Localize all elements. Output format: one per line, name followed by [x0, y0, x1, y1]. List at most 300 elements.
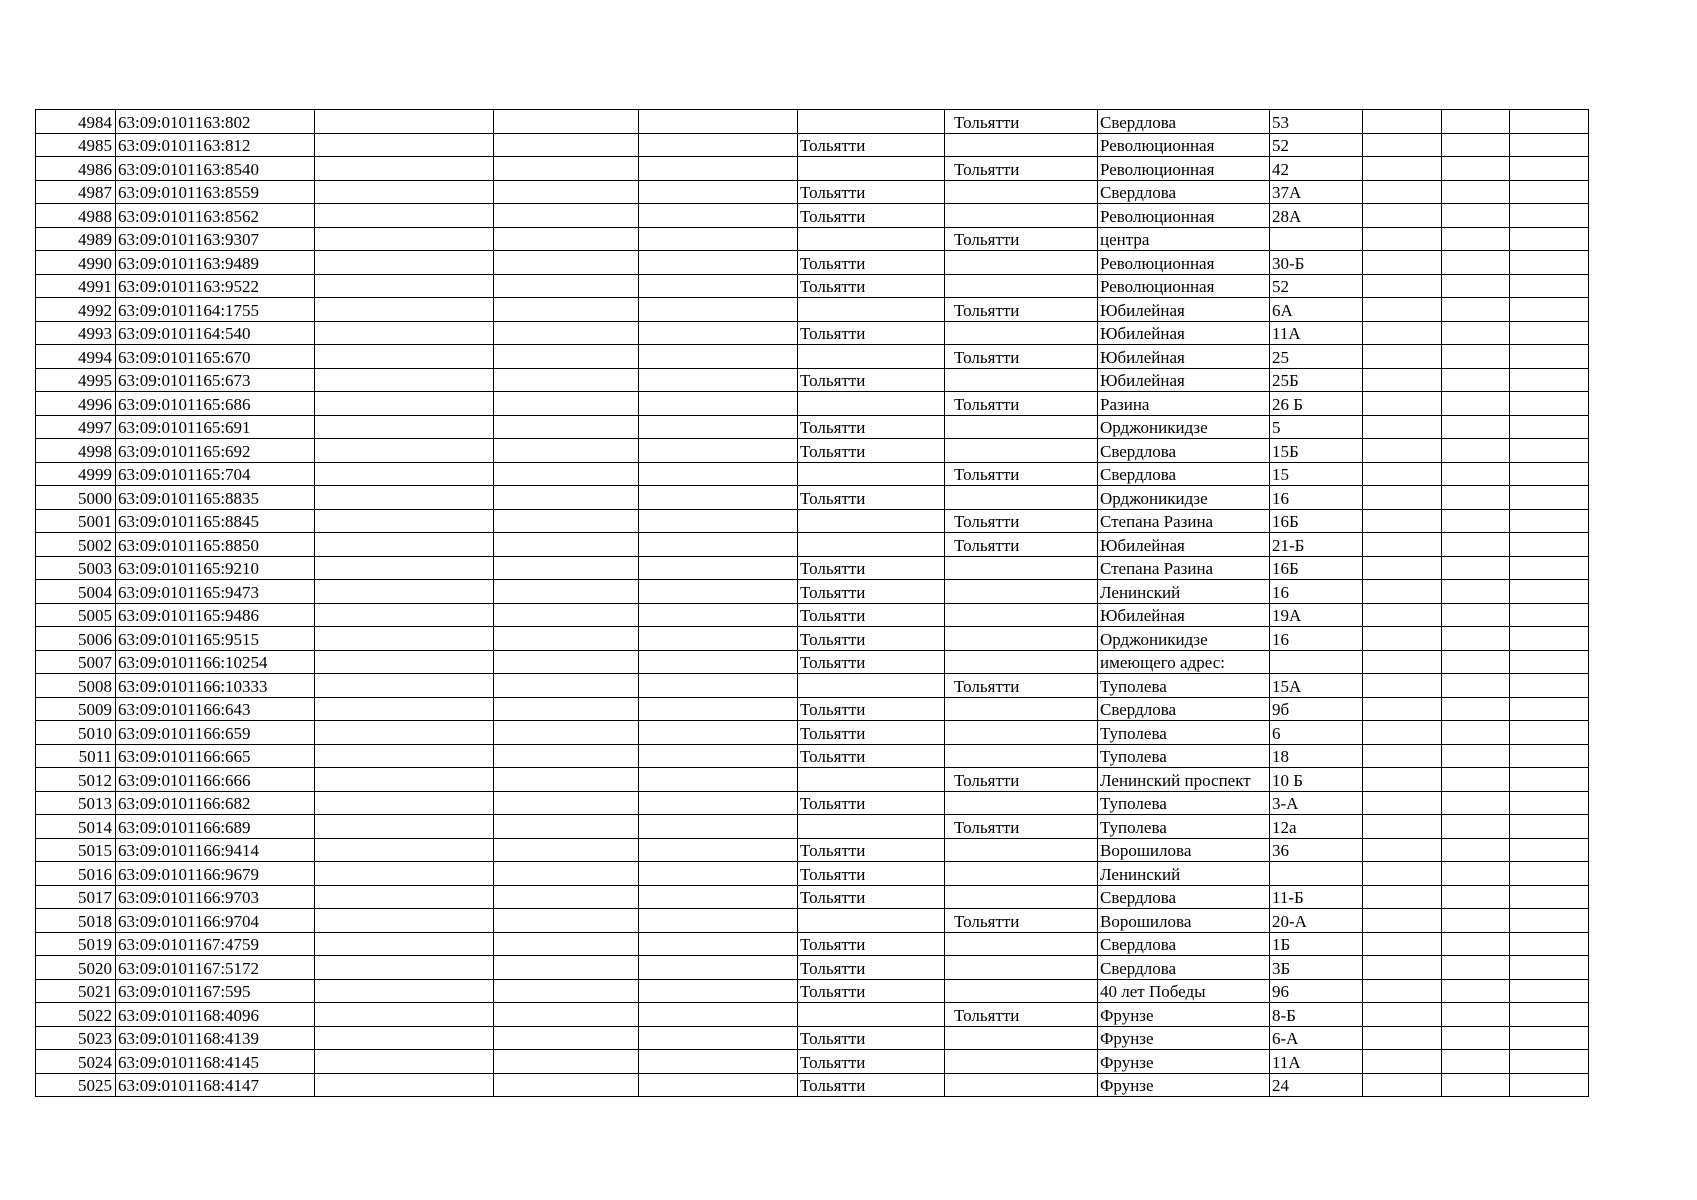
house-number-cell: 16	[1270, 486, 1363, 510]
house-number-cell: 20-А	[1270, 909, 1363, 933]
cadastral-number-cell: 63:09:0101165:704	[116, 462, 315, 486]
empty-cell	[1363, 1026, 1442, 1050]
empty-cell	[1442, 650, 1510, 674]
empty-cell	[315, 439, 494, 463]
empty-cell	[1363, 251, 1442, 275]
empty-cell	[315, 744, 494, 768]
empty-cell	[1363, 227, 1442, 251]
cadastral-number-cell: 63:09:0101164:540	[116, 321, 315, 345]
city-cell: Тольятти	[798, 274, 945, 298]
city-cell	[798, 298, 945, 322]
city-cell: Тольятти	[798, 721, 945, 745]
settlement-cell: Тольятти	[945, 462, 1098, 486]
empty-cell	[1510, 415, 1589, 439]
empty-cell	[494, 979, 639, 1003]
city-cell	[798, 1003, 945, 1027]
cadastral-number-cell: 63:09:0101163:802	[116, 110, 315, 134]
row-number-cell: 5019	[36, 932, 116, 956]
empty-cell	[639, 909, 798, 933]
cadastral-number-cell: 63:09:0101167:4759	[116, 932, 315, 956]
empty-cell	[494, 791, 639, 815]
empty-cell	[639, 721, 798, 745]
empty-cell	[639, 509, 798, 533]
table-row	[36, 204, 1589, 228]
street-cell: Фрунзе	[1098, 1073, 1270, 1097]
empty-cell	[494, 909, 639, 933]
empty-cell	[639, 838, 798, 862]
house-number-cell: 25	[1270, 345, 1363, 369]
empty-cell	[1510, 345, 1589, 369]
empty-cell	[639, 979, 798, 1003]
empty-cell	[1363, 862, 1442, 886]
empty-cell	[639, 204, 798, 228]
cadastral-number-cell: 63:09:0101166:659	[116, 721, 315, 745]
empty-cell	[1510, 486, 1589, 510]
city-cell	[798, 392, 945, 416]
house-number-cell: 10 Б	[1270, 768, 1363, 792]
empty-cell	[639, 1050, 798, 1074]
empty-cell	[315, 157, 494, 181]
city-cell: Тольятти	[798, 650, 945, 674]
city-cell	[798, 674, 945, 698]
empty-cell	[315, 368, 494, 392]
settlement-cell	[945, 979, 1098, 1003]
cadastral-number-cell: 63:09:0101166:9703	[116, 885, 315, 909]
empty-cell	[315, 815, 494, 839]
empty-cell	[1363, 345, 1442, 369]
row-number-cell: 5018	[36, 909, 116, 933]
row-number-cell: 4999	[36, 462, 116, 486]
row-number-cell: 4996	[36, 392, 116, 416]
street-cell: 40 лет Победы	[1098, 979, 1270, 1003]
street-cell: Фрунзе	[1098, 1050, 1270, 1074]
row-number-cell: 5021	[36, 979, 116, 1003]
empty-cell	[639, 744, 798, 768]
city-cell	[798, 345, 945, 369]
empty-cell	[639, 368, 798, 392]
row-number-cell: 4984	[36, 110, 116, 134]
empty-cell	[1363, 110, 1442, 134]
city-cell: Тольятти	[798, 956, 945, 980]
empty-cell	[315, 345, 494, 369]
table-row	[36, 768, 1589, 792]
empty-cell	[315, 110, 494, 134]
empty-cell	[315, 180, 494, 204]
empty-cell	[494, 157, 639, 181]
street-cell: Степана Разина	[1098, 509, 1270, 533]
city-cell: Тольятти	[798, 415, 945, 439]
settlement-cell: Тольятти	[945, 345, 1098, 369]
empty-cell	[1510, 768, 1589, 792]
cadastral-number-cell: 63:09:0101168:4147	[116, 1073, 315, 1097]
house-number-cell: 25Б	[1270, 368, 1363, 392]
table-row	[36, 744, 1589, 768]
street-cell: Свердлова	[1098, 932, 1270, 956]
table-row	[36, 298, 1589, 322]
empty-cell	[1510, 674, 1589, 698]
street-cell: Ленинский	[1098, 580, 1270, 604]
empty-cell	[1510, 133, 1589, 157]
empty-cell	[1510, 744, 1589, 768]
house-number-cell: 19А	[1270, 603, 1363, 627]
house-number-cell: 6-А	[1270, 1026, 1363, 1050]
empty-cell	[639, 462, 798, 486]
empty-cell	[1510, 509, 1589, 533]
empty-cell	[1363, 1073, 1442, 1097]
row-number-cell: 5011	[36, 744, 116, 768]
table-row	[36, 180, 1589, 204]
empty-cell	[1510, 815, 1589, 839]
empty-cell	[315, 909, 494, 933]
city-cell: Тольятти	[798, 1050, 945, 1074]
settlement-cell	[945, 932, 1098, 956]
cadastral-number-cell: 63:09:0101168:4145	[116, 1050, 315, 1074]
empty-cell	[1442, 321, 1510, 345]
empty-cell	[1510, 1073, 1589, 1097]
empty-cell	[1442, 392, 1510, 416]
row-number-cell: 5007	[36, 650, 116, 674]
settlement-cell: Тольятти	[945, 909, 1098, 933]
empty-cell	[315, 862, 494, 886]
cadastral-number-cell: 63:09:0101165:673	[116, 368, 315, 392]
empty-cell	[1363, 486, 1442, 510]
empty-cell	[1363, 533, 1442, 557]
city-cell: Тольятти	[798, 932, 945, 956]
empty-cell	[1442, 556, 1510, 580]
empty-cell	[1442, 227, 1510, 251]
city-cell: Тольятти	[798, 862, 945, 886]
empty-cell	[315, 580, 494, 604]
empty-cell	[639, 486, 798, 510]
empty-cell	[1363, 815, 1442, 839]
empty-cell	[494, 580, 639, 604]
settlement-cell	[945, 744, 1098, 768]
empty-cell	[494, 603, 639, 627]
house-number-cell: 21-Б	[1270, 533, 1363, 557]
street-cell: Туполева	[1098, 744, 1270, 768]
empty-cell	[1510, 932, 1589, 956]
empty-cell	[1442, 1003, 1510, 1027]
table-row	[36, 345, 1589, 369]
empty-cell	[494, 768, 639, 792]
street-cell: Орджоникидзе	[1098, 486, 1270, 510]
empty-cell	[315, 603, 494, 627]
empty-cell	[1442, 274, 1510, 298]
house-number-cell: 6А	[1270, 298, 1363, 322]
empty-cell	[1363, 157, 1442, 181]
house-number-cell: 36	[1270, 838, 1363, 862]
row-number-cell: 5024	[36, 1050, 116, 1074]
empty-cell	[1363, 462, 1442, 486]
cadastral-number-cell: 63:09:0101166:643	[116, 697, 315, 721]
city-cell: Тольятти	[798, 627, 945, 651]
row-number-cell: 4987	[36, 180, 116, 204]
empty-cell	[1510, 838, 1589, 862]
house-number-cell: 3Б	[1270, 956, 1363, 980]
empty-cell	[315, 274, 494, 298]
row-number-cell: 5012	[36, 768, 116, 792]
house-number-cell: 16Б	[1270, 509, 1363, 533]
cadastral-number-cell: 63:09:0101165:9473	[116, 580, 315, 604]
table-row	[36, 1003, 1589, 1027]
empty-cell	[1510, 251, 1589, 275]
empty-cell	[1363, 885, 1442, 909]
settlement-cell	[945, 556, 1098, 580]
city-cell: Тольятти	[798, 1026, 945, 1050]
empty-cell	[494, 345, 639, 369]
empty-cell	[315, 298, 494, 322]
empty-cell	[494, 697, 639, 721]
empty-cell	[639, 180, 798, 204]
cadastral-number-cell: 63:09:0101163:812	[116, 133, 315, 157]
row-number-cell: 4992	[36, 298, 116, 322]
empty-cell	[1510, 1026, 1589, 1050]
empty-cell	[639, 298, 798, 322]
cadastral-number-cell: 63:09:0101166:10333	[116, 674, 315, 698]
house-number-cell: 26 Б	[1270, 392, 1363, 416]
empty-cell	[1442, 979, 1510, 1003]
row-number-cell: 5008	[36, 674, 116, 698]
house-number-cell: 8-Б	[1270, 1003, 1363, 1027]
house-number-cell: 42	[1270, 157, 1363, 181]
settlement-cell: Тольятти	[945, 533, 1098, 557]
empty-cell	[315, 415, 494, 439]
table-row	[36, 815, 1589, 839]
empty-cell	[1442, 768, 1510, 792]
house-number-cell: 30-Б	[1270, 251, 1363, 275]
city-cell	[798, 909, 945, 933]
street-cell: Орджоникидзе	[1098, 627, 1270, 651]
empty-cell	[315, 1026, 494, 1050]
settlement-cell	[945, 133, 1098, 157]
settlement-cell	[945, 1026, 1098, 1050]
street-cell: Свердлова	[1098, 180, 1270, 204]
house-number-cell: 53	[1270, 110, 1363, 134]
empty-cell	[1363, 556, 1442, 580]
empty-cell	[639, 791, 798, 815]
street-cell: Юбилейная	[1098, 533, 1270, 557]
street-cell: Свердлова	[1098, 885, 1270, 909]
empty-cell	[639, 274, 798, 298]
empty-cell	[1363, 415, 1442, 439]
empty-cell	[1510, 627, 1589, 651]
settlement-cell	[945, 721, 1098, 745]
street-cell: Ленинский проспект	[1098, 768, 1270, 792]
empty-cell	[1510, 462, 1589, 486]
city-cell: Тольятти	[798, 791, 945, 815]
cadastral-number-cell: 63:09:0101165:9515	[116, 627, 315, 651]
street-cell: Свердлова	[1098, 439, 1270, 463]
empty-cell	[315, 650, 494, 674]
table-row	[36, 1073, 1589, 1097]
street-cell: Ворошилова	[1098, 909, 1270, 933]
city-cell	[798, 815, 945, 839]
empty-cell	[1442, 627, 1510, 651]
row-number-cell: 4990	[36, 251, 116, 275]
empty-cell	[1442, 744, 1510, 768]
empty-cell	[1363, 580, 1442, 604]
empty-cell	[639, 157, 798, 181]
empty-cell	[1363, 791, 1442, 815]
empty-cell	[639, 556, 798, 580]
empty-cell	[315, 486, 494, 510]
empty-cell	[315, 674, 494, 698]
house-number-cell: 11-Б	[1270, 885, 1363, 909]
empty-cell	[1442, 603, 1510, 627]
empty-cell	[494, 885, 639, 909]
table-row	[36, 979, 1589, 1003]
empty-cell	[315, 697, 494, 721]
row-number-cell: 5006	[36, 627, 116, 651]
street-cell: Революционная	[1098, 274, 1270, 298]
empty-cell	[1363, 697, 1442, 721]
empty-cell	[639, 627, 798, 651]
row-number-cell: 5017	[36, 885, 116, 909]
empty-cell	[315, 462, 494, 486]
table-row	[36, 368, 1589, 392]
empty-cell	[315, 768, 494, 792]
data-table	[35, 109, 1589, 1097]
empty-cell	[1363, 1050, 1442, 1074]
row-number-cell: 5023	[36, 1026, 116, 1050]
house-number-cell: 18	[1270, 744, 1363, 768]
settlement-cell: Тольятти	[945, 298, 1098, 322]
empty-cell	[1363, 133, 1442, 157]
row-number-cell: 5013	[36, 791, 116, 815]
city-cell: Тольятти	[798, 1073, 945, 1097]
empty-cell	[639, 133, 798, 157]
empty-cell	[1510, 439, 1589, 463]
empty-cell	[1442, 1050, 1510, 1074]
table-row	[36, 1026, 1589, 1050]
empty-cell	[639, 932, 798, 956]
cadastral-number-cell: 63:09:0101163:9489	[116, 251, 315, 275]
row-number-cell: 4997	[36, 415, 116, 439]
empty-cell	[494, 1003, 639, 1027]
empty-cell	[1442, 1026, 1510, 1050]
row-number-cell: 5003	[36, 556, 116, 580]
empty-cell	[1363, 298, 1442, 322]
cadastral-number-cell: 63:09:0101167:595	[116, 979, 315, 1003]
settlement-cell	[945, 274, 1098, 298]
table-row	[36, 580, 1589, 604]
empty-cell	[494, 1026, 639, 1050]
empty-cell	[1442, 462, 1510, 486]
empty-cell	[494, 439, 639, 463]
table-row	[36, 439, 1589, 463]
empty-cell	[1363, 439, 1442, 463]
street-cell: Революционная	[1098, 204, 1270, 228]
empty-cell	[494, 368, 639, 392]
house-number-cell: 52	[1270, 274, 1363, 298]
settlement-cell	[945, 956, 1098, 980]
empty-cell	[494, 180, 639, 204]
empty-cell	[494, 204, 639, 228]
city-cell: Тольятти	[798, 556, 945, 580]
table-row	[36, 462, 1589, 486]
empty-cell	[1510, 650, 1589, 674]
house-number-cell: 11А	[1270, 321, 1363, 345]
empty-cell	[315, 556, 494, 580]
empty-cell	[639, 227, 798, 251]
empty-cell	[1510, 204, 1589, 228]
empty-cell	[1442, 157, 1510, 181]
settlement-cell: Тольятти	[945, 768, 1098, 792]
empty-cell	[1442, 791, 1510, 815]
house-number-cell: 3-А	[1270, 791, 1363, 815]
empty-cell	[315, 1003, 494, 1027]
cadastral-number-cell: 63:09:0101165:670	[116, 345, 315, 369]
street-cell: имеющего адрес:	[1098, 650, 1270, 674]
empty-cell	[1510, 556, 1589, 580]
empty-cell	[494, 274, 639, 298]
empty-cell	[315, 838, 494, 862]
empty-cell	[1510, 110, 1589, 134]
cadastral-number-cell: 63:09:0101166:10254	[116, 650, 315, 674]
row-number-cell: 5001	[36, 509, 116, 533]
settlement-cell	[945, 180, 1098, 204]
city-cell	[798, 533, 945, 557]
empty-cell	[494, 1073, 639, 1097]
table-row	[36, 227, 1589, 251]
empty-cell	[1510, 157, 1589, 181]
cadastral-number-cell: 63:09:0101166:9414	[116, 838, 315, 862]
city-cell: Тольятти	[798, 251, 945, 275]
empty-cell	[1442, 509, 1510, 533]
settlement-cell: Тольятти	[945, 157, 1098, 181]
empty-cell	[639, 580, 798, 604]
empty-cell	[1510, 392, 1589, 416]
empty-cell	[1363, 321, 1442, 345]
settlement-cell	[945, 650, 1098, 674]
city-cell	[798, 110, 945, 134]
cadastral-number-cell: 63:09:0101166:9679	[116, 862, 315, 886]
empty-cell	[315, 1050, 494, 1074]
settlement-cell	[945, 486, 1098, 510]
city-cell: Тольятти	[798, 838, 945, 862]
empty-cell	[315, 321, 494, 345]
street-cell: Юбилейная	[1098, 298, 1270, 322]
empty-cell	[494, 509, 639, 533]
row-number-cell: 4994	[36, 345, 116, 369]
empty-cell	[1442, 580, 1510, 604]
settlement-cell	[945, 415, 1098, 439]
empty-cell	[1442, 721, 1510, 745]
empty-cell	[1442, 110, 1510, 134]
empty-cell	[1442, 133, 1510, 157]
street-cell: Революционная	[1098, 157, 1270, 181]
empty-cell	[315, 1073, 494, 1097]
empty-cell	[1442, 862, 1510, 886]
row-number-cell: 5004	[36, 580, 116, 604]
empty-cell	[1363, 838, 1442, 862]
empty-cell	[639, 439, 798, 463]
cadastral-number-cell: 63:09:0101166:666	[116, 768, 315, 792]
street-cell: Юбилейная	[1098, 368, 1270, 392]
street-cell: Разина	[1098, 392, 1270, 416]
empty-cell	[639, 321, 798, 345]
empty-cell	[494, 744, 639, 768]
city-cell	[798, 509, 945, 533]
settlement-cell	[945, 1050, 1098, 1074]
table-row	[36, 862, 1589, 886]
settlement-cell: Тольятти	[945, 110, 1098, 134]
empty-cell	[494, 486, 639, 510]
table-body	[36, 110, 1589, 1097]
table-row	[36, 556, 1589, 580]
empty-cell	[494, 862, 639, 886]
empty-cell	[1363, 956, 1442, 980]
